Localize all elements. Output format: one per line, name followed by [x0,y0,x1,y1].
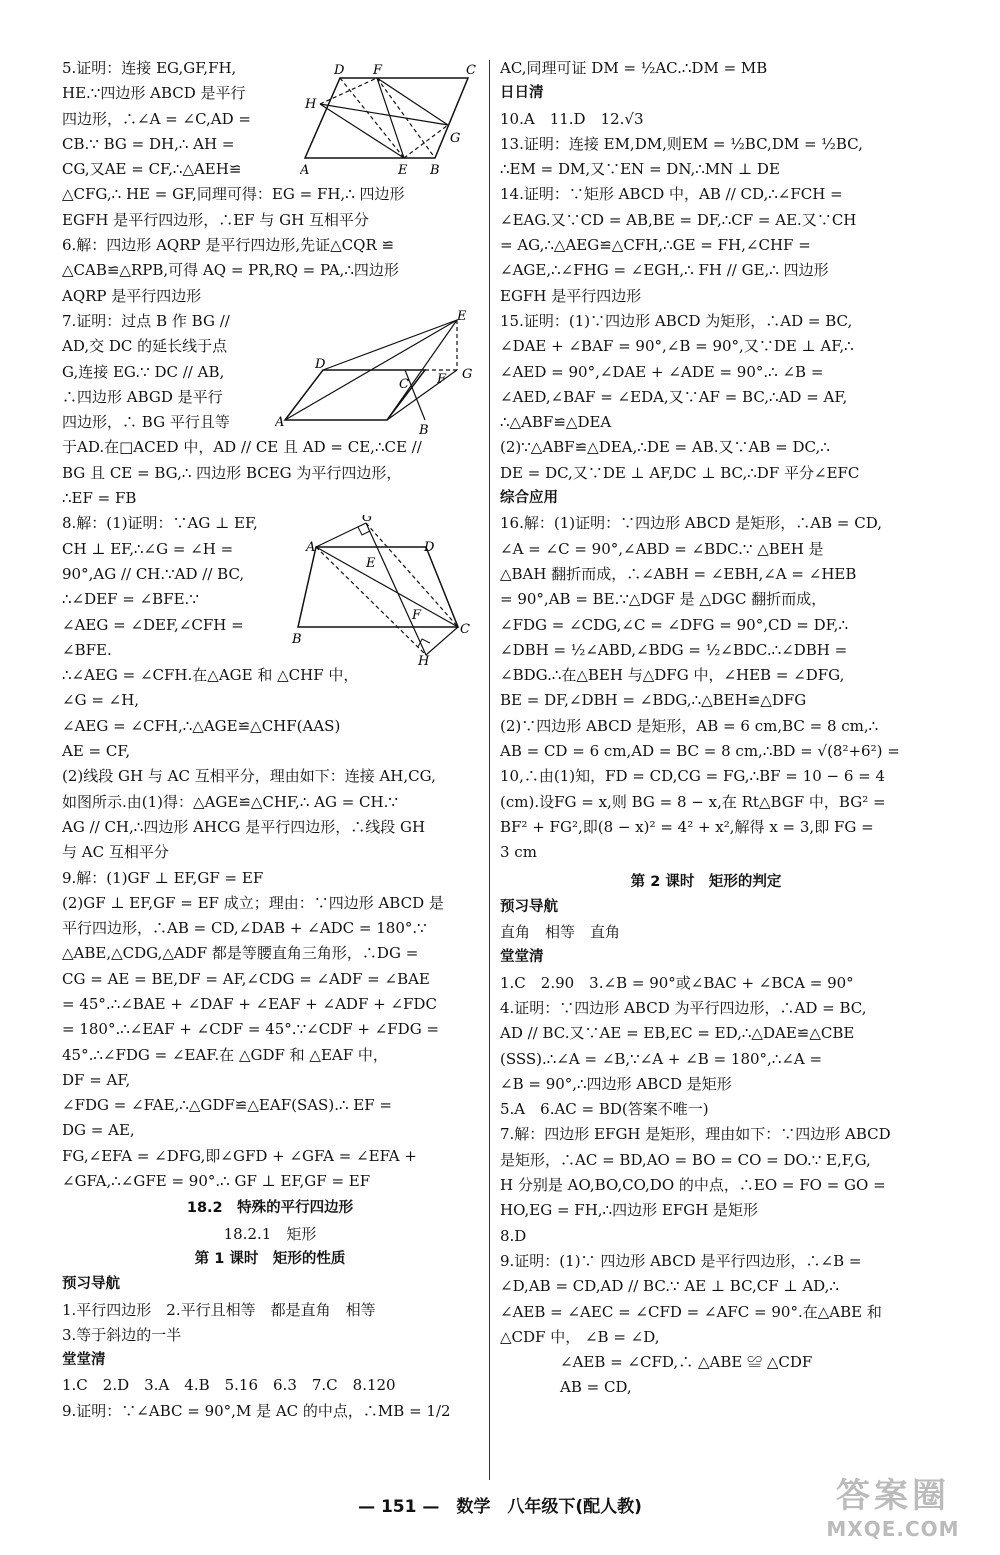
text-line: 平行四边形，∴AB = CD,∠DAB + ∠ADC = 180°.∵ [62,919,427,938]
text-line: 16.解：(1)证明：∵四边形 ABCD 是矩形，∴AB = CD, [500,514,882,533]
text-line: △BAH 翻折而成，∴∠ABH = ∠EBH,∠A = ∠HEB [500,564,857,583]
fig8-label: B [292,632,302,647]
applied-heading: 综合应用 [500,490,558,507]
fig7-label: C [399,377,409,392]
column-divider [489,60,490,1480]
text-line: ∠AEG = ∠DEF,∠CFH = [62,615,244,634]
figure-8 [288,515,488,669]
text-line: ∠FDG = ∠FAE,∴△GDF≌△EAF(SAS).∴ EF = [62,1096,392,1115]
fig8-label: F [412,608,422,623]
text-line: 13.证明：连接 EM,DM,则EM = ½BC,DM = ½BC, [500,134,863,153]
fig5-label: E [398,163,408,178]
text-line: DG = AE, [62,1121,135,1140]
text-line: ∠BFE. [62,640,112,659]
text-line: 于AD.在□ACED 中，AD // CE 且 AD = CE,∴CE // [62,438,422,457]
subsection-title: 18.2.1 矩形 [223,1224,317,1243]
fig8-label: G [362,515,373,525]
fig7-label: A [275,415,285,430]
preview-answers-2: 直角 相等 直角 [500,923,621,942]
text-line: 5.证明：连接 EG,GF,FH, [62,59,237,77]
text-line: 3 cm [500,843,537,862]
text-line: 是矩形，∴AC = BD,AO = BO = CO = DO.∵ E,F,G, [500,1150,871,1169]
text-line: DF = AF, [62,1070,131,1089]
class-heading-2: 堂堂清 [500,949,544,966]
text-line: 8.D [500,1226,527,1245]
text-line: ∴EF = FB [62,489,137,508]
fig8-label: D [424,540,435,555]
text-line: 8.解：(1)证明：∵AG ⊥ EF, [62,514,258,533]
text-line: EGFH 是平行四边形 [500,286,642,305]
text-line: ∠EAG.又∵CD = AB,BE = DF,∴CF = AE.又∵CH [500,210,857,229]
text-line: CB.∵ BG = DH,∴ AH = [62,134,235,153]
text-line: ∠AEG = ∠CFH,∴△AGE≌△CHF(AAS) [62,716,341,735]
text-line: HO,EG = FH,∴四边形 EFGH 是矩形 [500,1201,759,1220]
text-line: ∠DBH = ½∠ABD,∠BDG = ½∠BDC.∴∠DBH = [500,640,848,659]
right-column [500,56,912,1401]
text-line: (cm).设FG = x,则 BG = 8 − x,在 Rt△BGF 中，BG² = [500,792,886,811]
q9-line: 9.证明：∵∠ABC = 90°,M 是 AC 的中点，∴MB = 1/2 [62,1401,451,1420]
text-line: ∠A = ∠C = 90°,∠ABD = ∠BDC.∵ △BEH 是 [500,539,824,558]
fig5-label: G [450,131,461,146]
fig7-label: D [315,357,326,372]
watermark-bottom: MXQE.COM [826,1517,960,1541]
left-column [62,56,478,1424]
text-line: 4.证明：∵四边形 ABCD 为平行四边形，∴AD = BC, [500,998,867,1017]
text-line: ∴四边形 ABGD 是平行 [62,387,223,406]
text-line: AD // BC.又∵AE = EB,EC = ED,∴△DAE≌△CBE [500,1024,855,1043]
text-line: (2)线段 GH 与 AC 互相平分，理由如下：连接 AH,CG, [62,767,436,786]
text-line: 10,∴由(1)知，FD = CD,CG = FG,∴BF = 10 − 6 = 4 [500,767,886,786]
text-line: ∠AED,∠BAF = ∠EDA,又∵AF = BC,∴AD = AF, [500,387,848,406]
right-text-block-c [500,511,912,865]
text-line: ∴∠AEG = ∠CFH.在△AGE 和 △CHF 中， [62,666,359,685]
text-line: AD,交 DC 的延长线于点 [62,337,228,356]
text-line: BF² + FG²,即(8 − x)² = 4² + x²,解得 x = 3,即 FG = [500,817,874,836]
text-line: △CFG,∴ HE = GF,同理可得：EG = FH,∴ 四边形 [62,185,405,204]
text-line: = 90°,AB = BE.∵△DGF 是 △DGC 翻折而成， [500,590,827,609]
text-line: = 45°.∴∠BAE + ∠DAF + ∠EAF + ∠ADF + ∠FDC [62,994,437,1013]
text-line: 90°,AG // CH.∵AD // BC, [62,564,245,583]
text-line: BE = DF,∠DBH = ∠BDG,∴△BEH≌△DFG [500,691,807,710]
text-line: 5.A 6.AC = BD(答案不唯一) [500,1100,709,1119]
text-line: ∠BDG.∴在△BEH 与△DFG 中，∠HEB = ∠DFG, [500,666,845,685]
text-line: AG // CH,∴四边形 AHCG 是平行四边形，∴线段 GH [62,817,426,836]
figure-5 [300,62,485,186]
text-line: (2)GF ⊥ EF,GF = EF 成立；理由：∵四边形 ABCD 是 [62,893,444,912]
text-line: CG = AE = BE,DF = AF,∠CDG = ∠ADF = ∠BAE [62,969,430,988]
fig8-label: C [460,622,470,637]
preview-heading-2: 预习导航 [500,898,558,915]
text-line: 1.平行四边形 2.平行且相等 都是直角 相等 [62,1300,376,1319]
text-line: (2)∵四边形 ABCD 是矩形，AB = 6 cm,BC = 8 cm,∴ [500,716,879,735]
fig5-label: C [466,63,476,78]
text-line: ∠AED = 90°,∠DAE + ∠ADE = 90°.∴ ∠B = [500,362,824,381]
fig7-label: G [462,367,473,382]
text-line: AC,同理可证 DM = ½AC.∴DM = MB [500,59,768,77]
fig5-label: H [305,97,317,112]
text-line: 1.C 2.90 3.∠B = 90°或∠BAC + ∠BCA = 90° [500,973,854,992]
text-line: 45°.∴∠FDG = ∠EAF.在 △GDF 和 △EAF 中， [62,1045,388,1064]
text-line: △CAB≌△RPB,可得 AQ = PR,RQ = PA,∴四边形 [62,261,399,280]
text-line: = 180°.∴∠EAF + ∠CDF = 45°.∵∠CDF + ∠FDG = [62,1020,440,1039]
text-line: 与 AC 互相平分 [62,843,169,862]
fig8-label: E [366,556,376,571]
text-line: CG,又AE = CF,∴△AEH≌ [62,160,242,179]
fig5-label: D [334,63,345,78]
text-line: 6.解：四边形 AQRP 是平行四边形,先证△CQR ≌ [62,236,395,255]
text-line: ∴∠DEF = ∠BFE.∵ [62,590,199,609]
text-line: 7.证明：过点 B 作 BG // [62,311,230,330]
text-line: 9.解：(1)GF ⊥ EF,GF = EF [62,868,264,887]
text-line: ∠GFA,∴∠GFE = 90°.∴ GF ⊥ EF,GF = EF [62,1172,371,1191]
watermark-top: 答案圈 [836,1476,950,1516]
daily-heading: 日日清 [500,85,544,102]
text-line: = AG,∴△AEG≌△CFH,∴GE = FH,∠CHF = [500,236,811,255]
page-footer: — 151 — 数学 八年级下(配人教) [358,1497,642,1517]
text-line: EGFH 是平行四边形，∴EF 与 GH 互相平分 [62,210,369,229]
text-line: 15.证明：(1)∵四边形 ABCD 为矩形，∴AD = BC, [500,311,853,330]
text-line: CH ⊥ EF,∴∠G = ∠H = [62,539,234,558]
text-line: △CDF 中， ∠B = ∠D, [500,1327,660,1346]
text-line: ∠AEB = ∠AEC = ∠CFD = ∠AFC = 90°.在△ABE 和 [500,1302,882,1321]
text-line: DE = DC,又∵DE ⊥ AF,DC ⊥ BC,∴DF 平分∠EFC [500,463,860,482]
fig7-label: F [437,372,447,387]
text-line: ∠DAE + ∠BAF = 90°,∠B = 90°,又∵DE ⊥ AF,∴ [500,337,854,356]
text-line: H 分别是 AO,BO,CO,DO 的中点，∴EO = FO = GO = [500,1176,886,1195]
text-line: ∠FDG = ∠CDG,∠C = ∠DFG = 90°,CD = DF,∴ [500,615,848,634]
text-line: 如图所示.由(1)得：△AGE≌△CHF,∴ AG = CH.∵ [62,792,398,811]
text-line: AB = CD = 6 cm,AD = BC = 8 cm,∴BD = √(8²+6²) = [500,742,900,761]
fig8-label: H [418,654,430,665]
text-line: ∠B = 90°,∴四边形 ABCD 是矩形 [500,1074,732,1093]
text-line: AB = CD, [500,1378,632,1397]
text-line: 7.解：四边形 EFGH 是矩形，理由如下：∵四边形 ABCD [500,1125,891,1144]
text-line: FG,∠EFA = ∠DFG,即∠GFD + ∠GFA = ∠EFA + [62,1146,417,1165]
text-line: HE.∵四边形 ABCD 是平行 [62,84,246,103]
preview-answers [62,1298,478,1349]
lesson-title: 第 1 课时 矩形的性质 [194,1250,346,1267]
text-line: 9.证明：(1)∵ 四边形 ABCD 是平行四边形，∴∠B = [500,1251,862,1270]
text-line: 四边形，∴ BG 平行且等 [62,413,230,432]
text-line: 14.证明：∵矩形 ABCD 中，AB // CD,∴∠FCH = [500,185,843,204]
lesson2-title: 第 2 课时 矩形的判定 [630,873,782,890]
right-text-block-d [500,971,912,1401]
fig7-label: B [419,423,429,438]
text-line: ∠G = ∠H, [62,691,140,710]
text-line: (SSS).∴∠A = ∠B,∵∠A + ∠B = 180°,∴∠A = [500,1049,823,1068]
figure-7 [275,308,490,442]
text-line: AE = CF, [62,742,131,761]
text-line: BG 且 CE = BG,∴ 四边形 BCEG 为平行四边形， [62,463,402,482]
watermark-logo [808,1468,978,1548]
right-text-block-a [500,56,912,81]
fig7-label: E [457,309,467,324]
text-line: ∠D,AB = CD,AD // BC.∵ AE ⊥ BC,CF ⊥ AD,∴ [500,1277,839,1296]
text-line: ∴EM = DM,又∵EN = DN,∴MN ⊥ DE [500,160,780,179]
answers-line: 1.C 2.D 3.A 4.B 5.16 6.3 7.C 8.120 [62,1376,396,1395]
text-line: AQRP 是平行四边形 [62,286,202,305]
fig8-label: A [306,540,316,555]
daily-answers: 10.A 11.D 12.√3 [500,109,644,128]
preview-heading: 预习导航 [62,1276,120,1293]
fig5-label: B [430,163,440,178]
text-line: (2)∵△ABF≌△DEA,∴DE = AB.又∵AB = DC,∴ [500,438,830,457]
fig5-label: A [300,163,310,178]
right-text-block-b [500,132,912,486]
text-line: ∠AEB = ∠CFD,∴ △ABE ≌ △CDF [500,1353,813,1372]
section-title: 18.2 特殊的平行四边形 [186,1200,354,1217]
class-heading: 堂堂清 [62,1352,106,1369]
text-line: G,连接 EG.∵ DC // AB, [62,362,225,381]
text-line: ∠AGE,∴∠FHG = ∠EGH,∴ FH // GE,∴ 四边形 [500,261,829,280]
text-line: ∴△ABF≌△DEA [500,413,612,432]
text-line: 四边形，∴∠A = ∠C,AD = [62,109,251,128]
fig5-label: F [373,63,383,78]
text-line: △ABE,△CDG,△ADF 都是等腰直角三角形，∴DG = [62,944,419,963]
text-line: 3.等于斜边的一半 [62,1325,182,1344]
